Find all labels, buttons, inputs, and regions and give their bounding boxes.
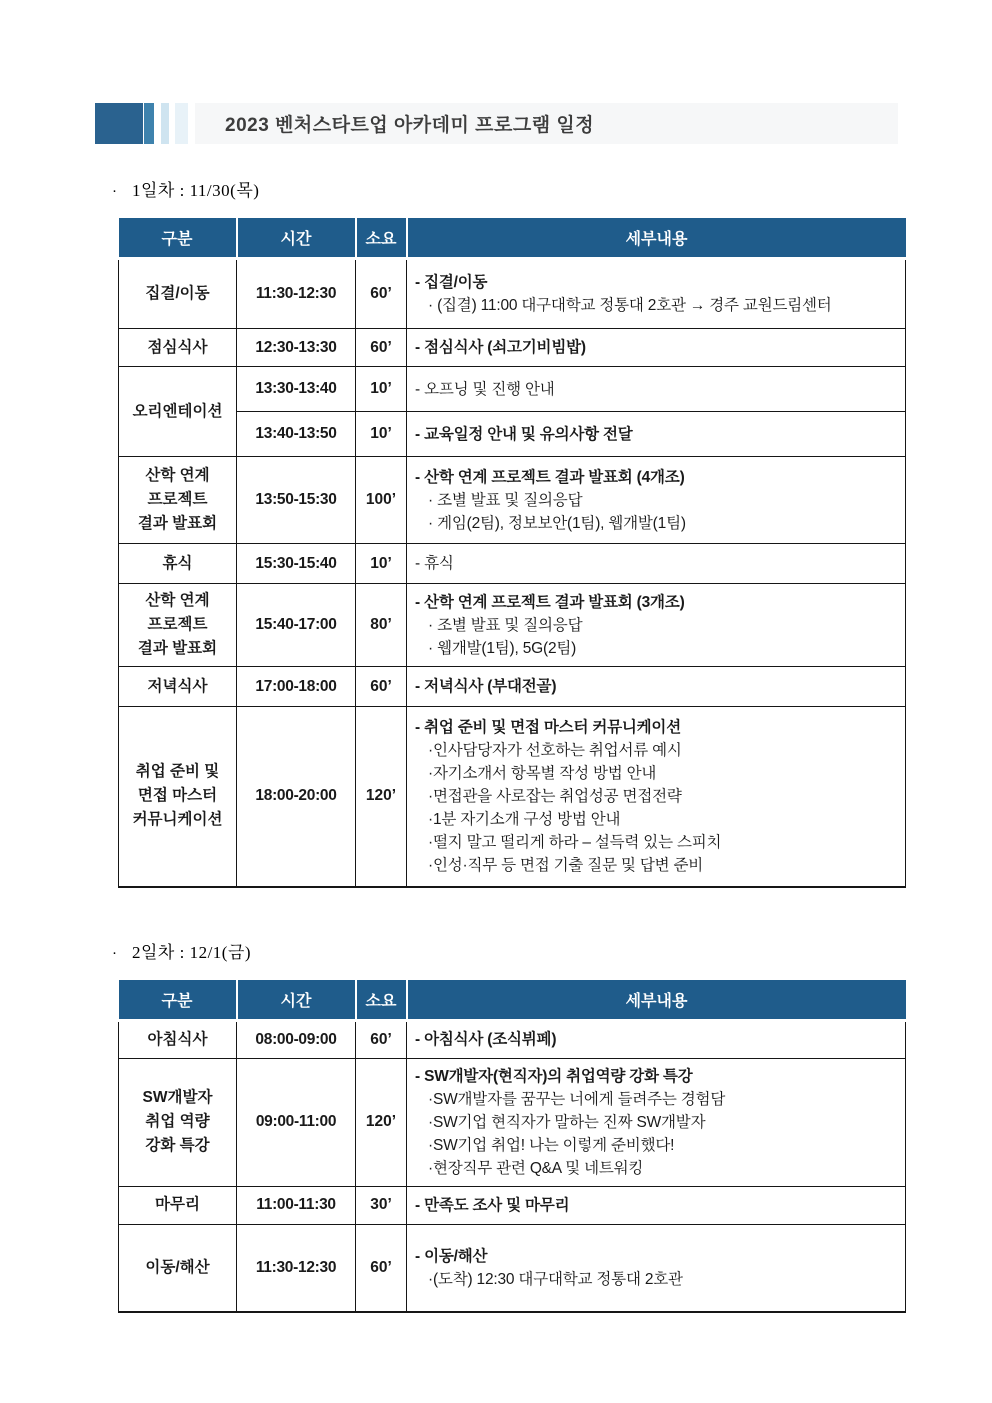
duration-cell: 80’ (356, 584, 407, 667)
details-cell (407, 1224, 906, 1312)
time-cell: 13:50-15:30 (237, 457, 356, 544)
duration-cell: 10’ (356, 544, 407, 584)
category-cell: 산학 연계 프로젝트 결과 발표회 (119, 457, 237, 544)
detail-line: ·인성·직무 등 면접 기출 질문 및 답변 준비 (428, 856, 704, 874)
duration-cell: 60’ (356, 259, 407, 329)
table-head (119, 980, 906, 1021)
time-cell: 15:40-17:00 (237, 584, 356, 667)
detail-line: - 휴식 (415, 555, 454, 572)
detail-line: - 점심식사 (쇠고기비빔밥) (415, 339, 586, 356)
detail-line: - 만족도 조사 및 마무리 (415, 1196, 570, 1214)
table-row (119, 1020, 906, 1058)
details-cell (407, 259, 906, 329)
category-cell: 저녁식사 (119, 667, 237, 707)
table-row (119, 584, 906, 667)
table-header-row (119, 980, 906, 1021)
time-cell: 15:30-15:40 (237, 544, 356, 584)
duration-cell: 100’ (356, 457, 407, 544)
title-background (195, 103, 898, 144)
section-heading-label: 2일차 : 12/1(금) (132, 942, 252, 962)
duration-cell: 60’ (356, 329, 407, 367)
time-cell: 17:00-18:00 (237, 667, 356, 707)
table-row (119, 367, 906, 412)
table-row (119, 544, 906, 584)
title-accent-mid-stripe (144, 103, 154, 144)
table-row (119, 457, 906, 544)
time-cell: 13:30-13:40 (237, 367, 356, 412)
details-cell (407, 412, 906, 457)
table-body (119, 259, 906, 887)
details-cell (407, 457, 906, 544)
table-body (119, 1020, 906, 1312)
title-bar (95, 103, 898, 144)
details-cell (407, 329, 906, 367)
time-cell: 12:30-13:30 (237, 329, 356, 367)
duration-cell: 60’ (356, 1224, 407, 1312)
detail-line: · 조별 발표 및 질의응답 (428, 616, 583, 634)
column-header-col1: 구분 (119, 218, 237, 259)
detail-line: ·SW개발자를 꿈꾸는 너에게 들려주는 경험담 (428, 1090, 726, 1108)
detail-line: - 아침식사 (조식뷔페) (415, 1031, 557, 1048)
category-cell: 점심식사 (119, 329, 237, 367)
table-row (119, 329, 906, 367)
section-bullet: · (112, 945, 118, 962)
detail-line: ·현장직무 관련 Q&A 및 네트워킹 (428, 1159, 644, 1177)
details-cell (407, 707, 906, 887)
detail-line: ·자기소개서 항목별 작성 방법 안내 (428, 764, 657, 782)
category-cell: 산학 연계 프로젝트 결과 발표회 (119, 584, 237, 667)
column-header-col3: 소요 (356, 980, 407, 1021)
details-cell (407, 1020, 906, 1058)
time-cell: 18:00-20:00 (237, 707, 356, 887)
detail-line: - 취업 준비 및 면접 마스터 커뮤니케이션 (415, 718, 681, 736)
detail-line: - 집결/이동 (415, 274, 488, 291)
detail-line: - 산학 연계 프로젝트 결과 발표회 (4개조) (415, 468, 685, 486)
category-cell: SW개발자 취업 역량 강화 특강 (119, 1058, 237, 1186)
table-row (119, 259, 906, 329)
time-cell: 11:30-12:30 (237, 1224, 356, 1312)
table-row (119, 412, 906, 457)
detail-line: - SW개발자(현직자)의 취업역량 강화 특강 (415, 1067, 693, 1085)
table-header-row (119, 218, 906, 259)
details-cell (407, 667, 906, 707)
section-bullet: · (112, 184, 118, 200)
detail-line: - 산학 연계 프로젝트 결과 발표회 (3개조) (415, 593, 685, 611)
detail-line: ·인사담당자가 선호하는 취업서류 예시 (428, 741, 682, 759)
detail-line: ·SW기업 취업! 나는 이렇게 준비했다! (428, 1136, 675, 1154)
detail-line: ·SW기업 현직자가 말하는 진짜 SW개발자 (428, 1113, 706, 1131)
sections-container (112, 176, 918, 1363)
column-header-col4: 세부내용 (407, 218, 906, 259)
duration-cell: 60’ (356, 1020, 407, 1058)
table-row (119, 667, 906, 707)
table-row (119, 1058, 906, 1186)
duration-cell: 120’ (356, 1058, 407, 1186)
section-heading-label: 1일차 : 11/30(목) (132, 181, 260, 200)
detail-line: ·1분 자기소개 구성 방법 안내 (428, 810, 621, 828)
table-row (119, 1224, 906, 1312)
time-cell: 08:00-09:00 (237, 1020, 356, 1058)
time-cell: 11:00-11:30 (237, 1186, 356, 1224)
details-cell (407, 367, 906, 412)
section-heading-day1 (112, 176, 918, 201)
page-title: 2023 벤처스타트업 아카데미 프로그램 일정 (225, 115, 595, 136)
details-cell (407, 544, 906, 584)
category-cell: 마무리 (119, 1186, 237, 1224)
detail-line: · 조별 발표 및 질의응답 (428, 491, 583, 509)
duration-cell: 10’ (356, 367, 407, 412)
column-header-col4: 세부내용 (407, 980, 906, 1021)
duration-cell: 60’ (356, 667, 407, 707)
detail-line: · 게임(2팀), 정보보안(1팀), 웹개발(1팀) (428, 514, 686, 532)
category-cell: 집결/이동 (119, 259, 237, 329)
details-cell (407, 1058, 906, 1186)
category-cell: 휴식 (119, 544, 237, 584)
column-header-col1: 구분 (119, 980, 237, 1021)
detail-line: ·떨지 말고 떨리게 하라 – 설득력 있는 스피치 (428, 833, 722, 851)
table-head (119, 218, 906, 259)
time-cell: 09:00-11:00 (237, 1058, 356, 1186)
details-cell (407, 584, 906, 667)
detail-line: ·(도착) 12:30 대구대학교 정통대 2호관 (428, 1270, 683, 1288)
column-header-col2: 시간 (237, 218, 356, 259)
category-cell: 취업 준비 및 면접 마스터 커뮤니케이션 (119, 707, 237, 887)
section-heading-day2 (112, 938, 918, 963)
detail-line: - 저녁식사 (부대전골) (415, 678, 557, 695)
column-header-col3: 소요 (356, 218, 407, 259)
column-header-col2: 시간 (237, 980, 356, 1021)
detail-line: - 이동/해산 (415, 1247, 488, 1265)
category-cell: 이동/해산 (119, 1224, 237, 1312)
detail-line: · 웹개발(1팀), 5G(2팀) (428, 639, 577, 657)
table-row (119, 707, 906, 887)
category-cell: 아침식사 (119, 1020, 237, 1058)
detail-line: · (집결) 11:00 대구대학교 정통대 2호관 → 경주 교원드림센터 (428, 297, 832, 314)
duration-cell: 30’ (356, 1186, 407, 1224)
detail-line: - 오프닝 및 진행 안내 (415, 380, 555, 398)
title-accent-lighter-stripe (175, 103, 188, 144)
title-accent-light-stripe (161, 103, 169, 144)
title-accent-dark-square (95, 103, 143, 144)
category-cell: 오리엔테이션 (119, 367, 237, 457)
details-cell (407, 1186, 906, 1224)
duration-cell: 10’ (356, 412, 407, 457)
duration-cell: 120’ (356, 707, 407, 887)
detail-line: - 교육일정 안내 및 유의사항 전달 (415, 425, 633, 443)
schedule-table-day2 (118, 980, 906, 1314)
table-row (119, 1186, 906, 1224)
time-cell: 11:30-12:30 (237, 259, 356, 329)
schedule-table-day1 (118, 218, 906, 888)
time-cell: 13:40-13:50 (237, 412, 356, 457)
detail-line: ·면접관을 사로잡는 취업성공 면접전략 (428, 787, 682, 805)
